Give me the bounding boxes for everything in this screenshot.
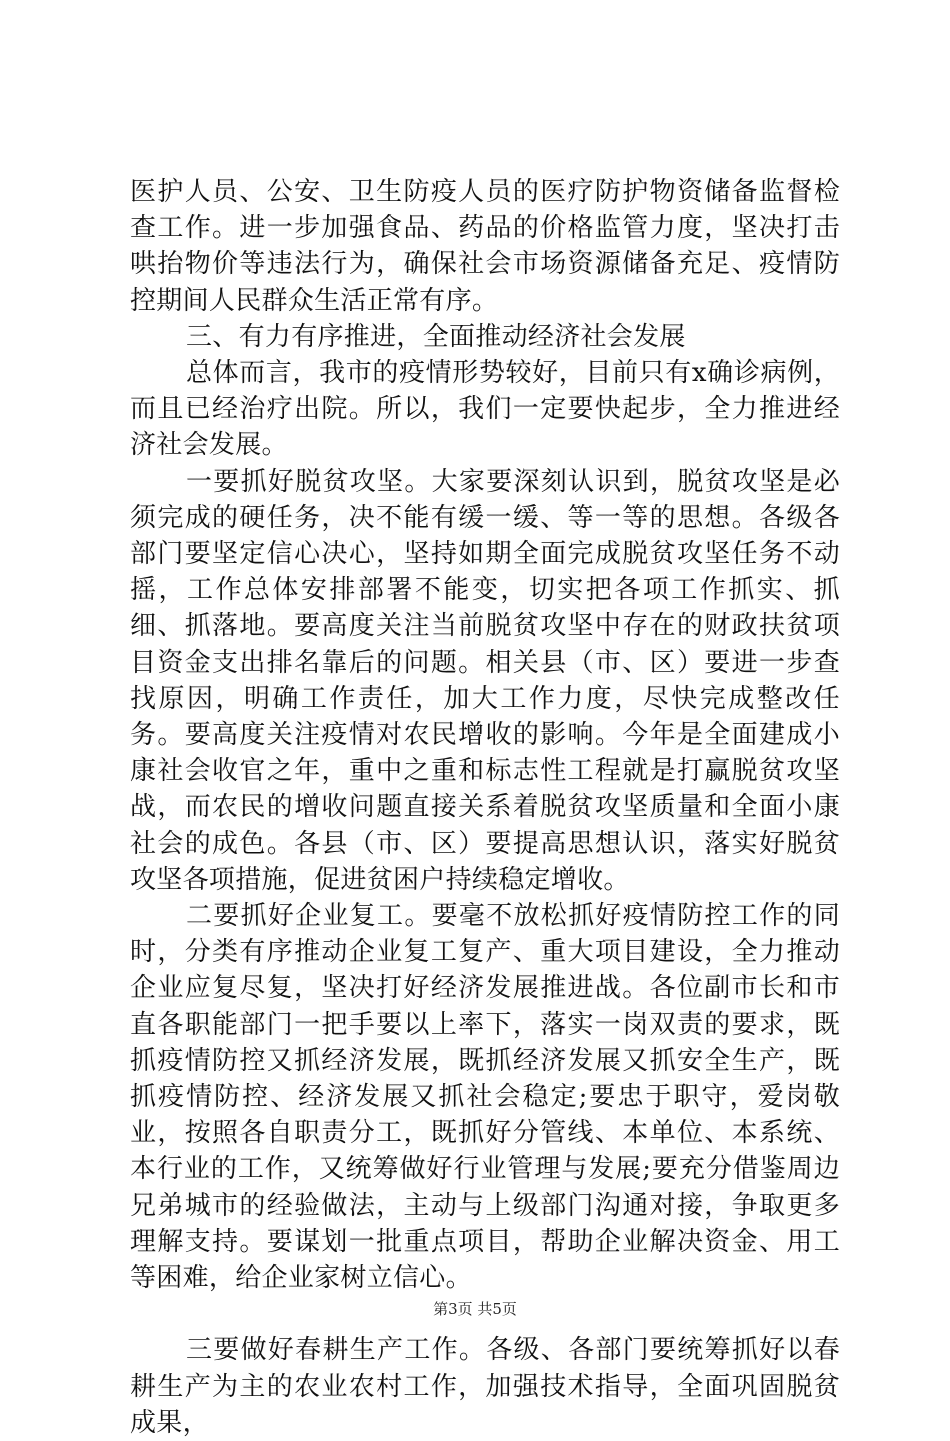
page-footer: 第3页 共5页 [433, 1300, 517, 1318]
paragraph-3: 一要抓好脱贫攻坚。大家要深刻认识到，脱贫攻坚是必须完成的硬任务，决不能有缓一缓、等一等的思想。各级各部门要坚定信心决心，坚持如期全面完成脱贫攻坚任务不动摇，工作总体安排部署不能变，切实把各项工作抓实、抓细、抓落地。要高度关注当前脱贫攻坚中存在的财政扶贫项目资金支出排名靠后的问题。相关县（市、区）要进一步查找原因，明确工作责任，加大工作力度，尽快完成整改任务。要高度关注疫情对农民增收的影响。今年是全面建成小康社会收官之年，重中之重和标志性工程就是打赢脱贫攻坚战，而农民的增收问题直接关系着脱贫攻坚质量和全面小康社会的成色。各县（市、区）要提高思想认识，落实好脱贫攻坚各项措施，促进贫困户持续稳定增收。 [130, 466, 840, 895]
paragraph-1: 医护人员、公安、卫生防疫人员的医疗防护物资储备监督检查工作。进一步加强食品、药品的价格监管力度，坚决打击哄抬物价等违法行为，确保社会市场资源储备充足、疫情防控期间人民群众生活正常有序。 [130, 177, 840, 316]
document-body [130, 174, 840, 1441]
section-heading: 三、有力有序推进，全面推动经济社会发展 [186, 321, 686, 352]
paragraph-5: 三要做好春耕生产工作。各级、各部门要统筹抓好以春耕生产为主的农业农村工作，加强技术指导，全面巩固脱贫成果， [130, 1335, 840, 1438]
paragraph-2: 总体而言，我市的疫情形势较好，目前只有x确诊病例，而且已经治疗出院。所以，我们一定要快起步，全力推进经济社会发展。 [130, 358, 840, 461]
paragraph-4: 二要抓好企业复工。要毫不放松抓好疫情防控工作的同时，分类有序推动企业复工复产、重大项目建设，全力推动企业应复尽复，坚决打好经济发展推进战。各位副市长和市直各职能部门一把手要以上率下，落实一岗双责的要求，既抓疫情防控又抓经济发展，既抓经济发展又抓安全生产，既抓疫情防控、经济发展又抓社会稳定;要忠于职守，爱岗敬业，按照各自职责分工，既抓好分管线、本单位、本系统、本行业的工作，又统筹做好行业管理与发展;要充分借鉴周边兄弟城市的经验做法，主动与上级部门沟通对接，争取更多理解支持。要谋划一批重点项目，帮助企业解决资金、用工等困难，给企业家树立信心。 [130, 901, 840, 1294]
